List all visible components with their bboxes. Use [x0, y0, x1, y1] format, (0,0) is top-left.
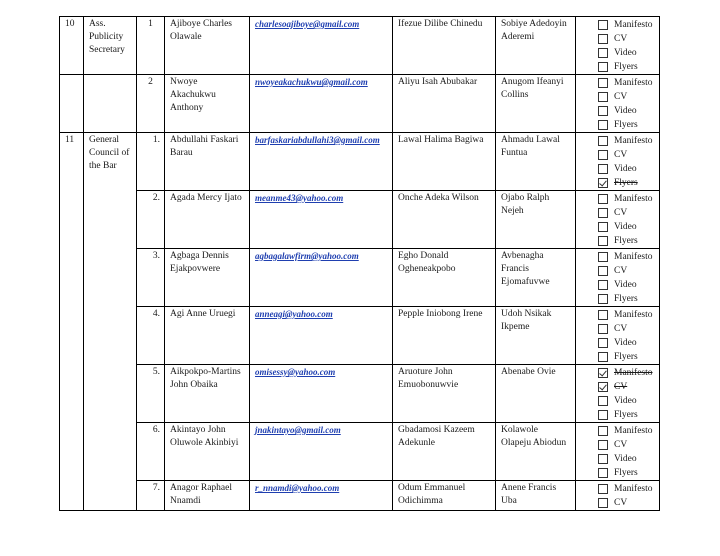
nominator-cell: Gbadamosi Kazeem Adekunle [393, 423, 496, 481]
candidate-index-cell: 1. [137, 133, 165, 191]
documents-cell [576, 249, 660, 307]
candidate-name-cell: Ajiboye Charles Olawale [165, 17, 250, 75]
checkbox-label: Manifesto [614, 135, 653, 146]
document-checkbox-item [598, 366, 654, 380]
checkbox-label: CV [614, 439, 628, 450]
checkbox[interactable] [598, 440, 608, 450]
table-row [60, 365, 660, 423]
seconder-cell: Ojabo Ralph Nejeh [496, 191, 576, 249]
document-checkbox-item [598, 162, 654, 176]
document-checkbox-item [598, 322, 654, 336]
checkbox-label: Video [614, 163, 637, 174]
checkbox-label: CV [614, 207, 628, 218]
checkbox[interactable] [598, 426, 608, 436]
document-checkbox-item [598, 438, 654, 452]
nominator-cell: Aliyu Isah Abubakar [393, 75, 496, 133]
document-checkbox-item [598, 206, 654, 220]
checkbox[interactable] [598, 120, 608, 130]
candidate-email-cell [250, 307, 393, 365]
checkbox[interactable] [598, 164, 608, 174]
candidate-email-cell [250, 249, 393, 307]
candidate-index-cell: 2. [137, 191, 165, 249]
documents-cell [576, 17, 660, 75]
document-checkbox-item [598, 408, 654, 422]
email-link[interactable]: agbagalawfirm@yahoo.com [255, 251, 359, 261]
email-link[interactable]: nwoyeakachukwu@gmail.com [255, 77, 368, 87]
candidate-email-cell [250, 17, 393, 75]
document-checkbox-item [598, 424, 654, 438]
checkbox-label: CV [614, 323, 628, 334]
candidate-email-cell [250, 481, 393, 511]
checkbox-label: CV [614, 33, 628, 44]
candidate-name-cell: Anagor Raphael Nnamdi [165, 481, 250, 511]
candidate-email-cell [250, 365, 393, 423]
nominator-cell: Odum Emmanuel Odichimma [393, 481, 496, 511]
checkbox-label: Manifesto [614, 19, 653, 30]
document-checkbox-item [598, 118, 654, 132]
seconder-cell: Anene Francis Uba [496, 481, 576, 511]
candidate-email-cell [250, 133, 393, 191]
checkbox-label: CV [614, 381, 628, 392]
serial-number-cell: 10 [60, 17, 84, 75]
documents-cell [576, 423, 660, 481]
checkbox[interactable] [598, 324, 608, 334]
checkbox[interactable] [598, 236, 608, 246]
table-body [60, 17, 660, 511]
document-checkbox-item [598, 60, 654, 74]
candidate-index-cell: 5. [137, 365, 165, 423]
checkbox-label: Flyers [614, 409, 638, 420]
checked-checkbox[interactable] [598, 368, 608, 378]
checkbox-label: Video [614, 47, 637, 58]
nominator-cell: Ifezue Dilibe Chinedu [393, 17, 496, 75]
checkbox-label: Video [614, 279, 637, 290]
checkbox[interactable] [598, 62, 608, 72]
email-link[interactable]: jnakintayo@gmail.com [255, 425, 341, 435]
candidate-index-cell: 3. [137, 249, 165, 307]
checkbox[interactable] [598, 194, 608, 204]
seconder-cell: Udoh Nsikak Ikpeme [496, 307, 576, 365]
serial-number-cell [60, 75, 84, 133]
checkbox[interactable] [598, 252, 608, 262]
table-row [60, 191, 660, 249]
checkbox[interactable] [598, 338, 608, 348]
checkbox-label: Manifesto [614, 309, 653, 320]
checkbox-label: Flyers [614, 119, 638, 130]
checkbox[interactable] [598, 468, 608, 478]
checkbox-label: CV [614, 149, 628, 160]
seconder-cell: Anugom Ifeanyi Collins [496, 75, 576, 133]
documents-cell [576, 191, 660, 249]
checkbox-label: Manifesto [614, 367, 653, 378]
candidate-index-cell: 4. [137, 307, 165, 365]
office-cell: General Council of the Bar [84, 133, 137, 511]
seconder-cell: Sobiye Adedoyin Aderemi [496, 17, 576, 75]
email-link[interactable]: r_nnamdi@yahoo.com [255, 483, 340, 493]
document-checkbox-item [598, 234, 654, 248]
candidate-index-cell: 1 [137, 17, 165, 75]
candidate-name-cell: Akintayo John Oluwole Akinbiyi [165, 423, 250, 481]
checkbox-label: Manifesto [614, 483, 653, 494]
candidate-name-cell: Nwoye Akachukwu Anthony [165, 75, 250, 133]
document-checkbox-item [598, 90, 654, 104]
document-checkbox-item [598, 292, 654, 306]
candidates-table [59, 16, 660, 511]
checkbox-label: Flyers [614, 467, 638, 478]
document-checkbox-item [598, 466, 654, 480]
documents-cell [576, 307, 660, 365]
candidate-name-cell: Agi Anne Uruegi [165, 307, 250, 365]
document-checkbox-item [598, 192, 654, 206]
candidate-name-cell: Agada Mercy Ijato [165, 191, 250, 249]
table-row [60, 17, 660, 75]
checkbox-label: Video [614, 337, 637, 348]
checkbox-label: Manifesto [614, 251, 653, 262]
document-checkbox-item [598, 350, 654, 364]
checkbox[interactable] [598, 410, 608, 420]
checkbox-label: Video [614, 395, 637, 406]
checkbox-label: CV [614, 91, 628, 102]
checkbox-label: Flyers [614, 177, 638, 188]
checkbox[interactable] [598, 280, 608, 290]
checkbox[interactable] [598, 484, 608, 494]
checkbox[interactable] [598, 352, 608, 362]
document-checkbox-item [598, 18, 654, 32]
checkbox-label: Manifesto [614, 193, 653, 204]
checkbox[interactable] [598, 208, 608, 218]
office-cell [84, 75, 137, 133]
document-checkbox-item [598, 220, 654, 234]
email-link[interactable]: meanme43@yahoo.com [255, 193, 344, 203]
nominator-cell: Onche Adeka Wilson [393, 191, 496, 249]
document-checkbox-item [598, 394, 654, 408]
checkbox-label: Flyers [614, 351, 638, 362]
checkbox[interactable] [598, 20, 608, 30]
email-link[interactable]: barfaskariabdullahi3@gmail.com [255, 135, 380, 145]
candidate-email-cell [250, 423, 393, 481]
candidate-index-cell: 7. [137, 481, 165, 511]
documents-cell [576, 481, 660, 511]
email-link[interactable]: omisessy@yahoo.com [255, 367, 336, 377]
checkbox[interactable] [598, 454, 608, 464]
document-checkbox-item [598, 482, 654, 496]
checkbox-label: CV [614, 497, 628, 508]
nominator-cell: Pepple Iniobong Irene [393, 307, 496, 365]
seconder-cell: Kolawole Olapeju Abiodun [496, 423, 576, 481]
document-checkbox-item [598, 278, 654, 292]
document-checkbox-item [598, 250, 654, 264]
checked-checkbox[interactable] [598, 382, 608, 392]
document-checkbox-item [598, 176, 654, 190]
candidate-name-cell: Aikpokpo-Martins John Obaika [165, 365, 250, 423]
documents-cell [576, 133, 660, 191]
candidate-email-cell [250, 75, 393, 133]
document-checkbox-item [598, 336, 654, 350]
candidate-index-cell: 6. [137, 423, 165, 481]
email-link[interactable]: anneagi@yahoo.com [255, 309, 333, 319]
document-checkbox-item [598, 308, 654, 322]
table-row [60, 75, 660, 133]
candidate-index-cell: 2 [137, 75, 165, 133]
checkbox[interactable] [598, 150, 608, 160]
checkbox[interactable] [598, 48, 608, 58]
seconder-cell: Avbenagha Francis Ejomafuvwe [496, 249, 576, 307]
serial-number-cell: 11 [60, 133, 84, 511]
checkbox[interactable] [598, 136, 608, 146]
checkbox-label: CV [614, 265, 628, 276]
checkbox-label: Video [614, 105, 637, 116]
checkbox-label: Video [614, 453, 637, 464]
checkbox[interactable] [598, 34, 608, 44]
document-checkbox-item [598, 380, 654, 394]
checkbox[interactable] [598, 266, 608, 276]
document-checkbox-item [598, 76, 654, 90]
document-checkbox-item [598, 264, 654, 278]
checkbox-label: Flyers [614, 293, 638, 304]
checkbox[interactable] [598, 92, 608, 102]
document-checkbox-item [598, 32, 654, 46]
document-checkbox-item [598, 452, 654, 466]
checkbox[interactable] [598, 78, 608, 88]
table-row [60, 423, 660, 481]
email-link[interactable]: charlesoajiboye@gmail.com [255, 19, 360, 29]
checkbox[interactable] [598, 222, 608, 232]
document-checkbox-item [598, 148, 654, 162]
document-checkbox-item [598, 46, 654, 60]
checkbox[interactable] [598, 106, 608, 116]
checkbox-label: Flyers [614, 61, 638, 72]
checkbox[interactable] [598, 498, 608, 508]
checkbox-label: Flyers [614, 235, 638, 246]
candidate-name-cell: Abdullahi Faskari Barau [165, 133, 250, 191]
seconder-cell: Abenabe Ovie [496, 365, 576, 423]
seconder-cell: Ahmadu Lawal Funtua [496, 133, 576, 191]
candidate-name-cell: Agbaga Dennis Ejakpovwere [165, 249, 250, 307]
document-checkbox-item [598, 496, 654, 510]
checkbox-label: Manifesto [614, 77, 653, 88]
table-row [60, 481, 660, 511]
checkbox-label: Video [614, 221, 637, 232]
table-row [60, 249, 660, 307]
table-row [60, 307, 660, 365]
nominator-cell: Egho Donald Ogheneakpobo [393, 249, 496, 307]
checked-checkbox[interactable] [598, 178, 608, 188]
checkbox[interactable] [598, 396, 608, 406]
candidate-email-cell [250, 191, 393, 249]
checkbox-label: Manifesto [614, 425, 653, 436]
table-row [60, 133, 660, 191]
office-cell: Ass. Publicity Secretary [84, 17, 137, 75]
document-checkbox-item [598, 104, 654, 118]
document-checkbox-item [598, 134, 654, 148]
documents-cell [576, 365, 660, 423]
checkbox[interactable] [598, 294, 608, 304]
nominator-cell: Lawal Halima Bagiwa [393, 133, 496, 191]
nominator-cell: Aruoture John Emuobonuwvie [393, 365, 496, 423]
checkbox[interactable] [598, 310, 608, 320]
documents-cell [576, 75, 660, 133]
